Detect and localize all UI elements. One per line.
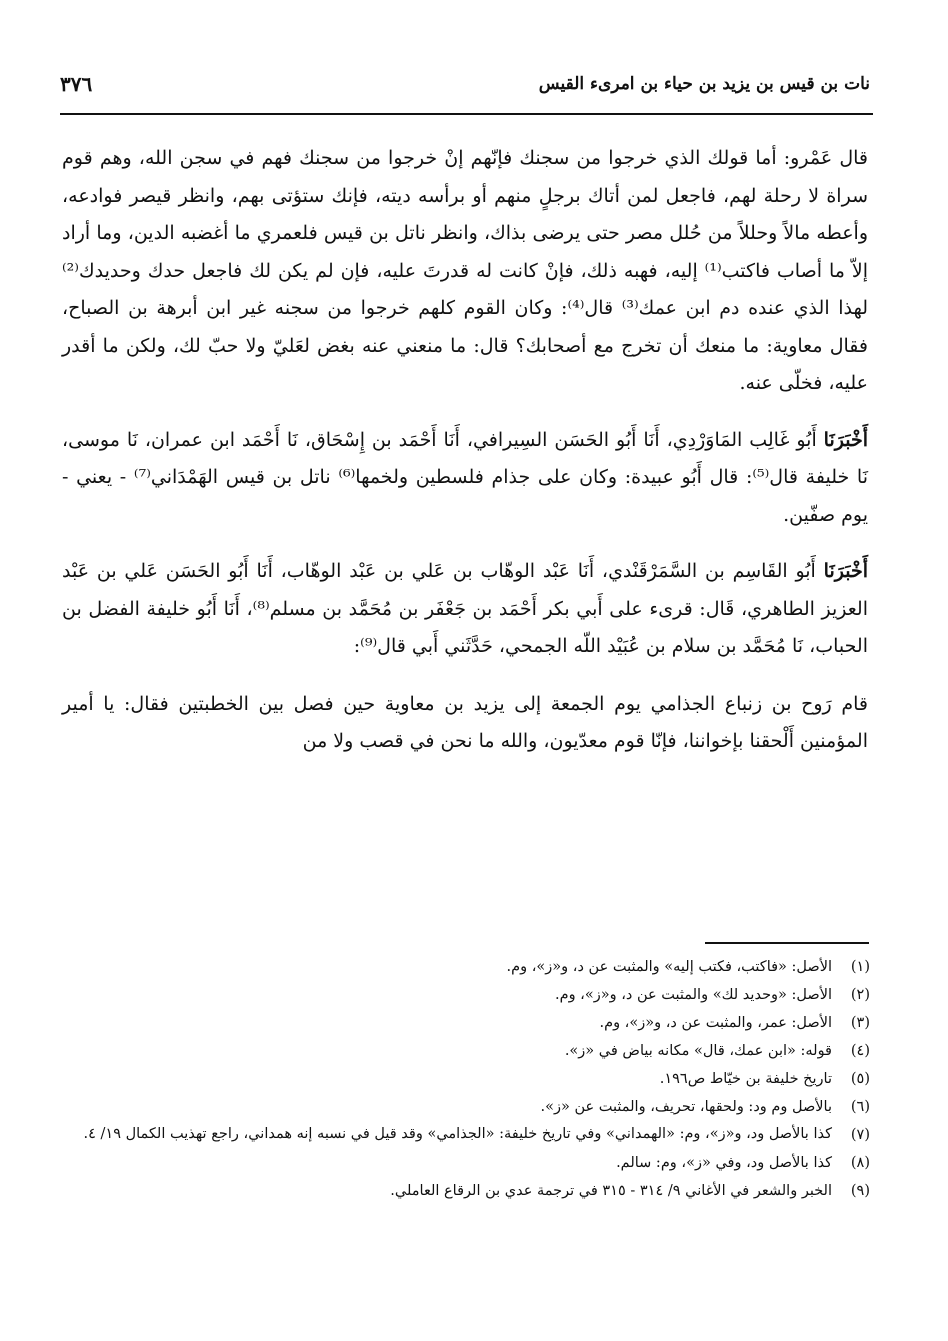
- page-header: [60, 70, 870, 106]
- footnote-number: (٥): [850, 1071, 870, 1087]
- footnote-number: (٨): [850, 1155, 870, 1171]
- footnote-8: [68, 1149, 870, 1177]
- footnote-number: (٢): [850, 987, 870, 1003]
- footnote-number: (٩): [850, 1183, 870, 1199]
- paragraph-text: أَبُو القَاسِم بن السَّمَرْقَنْدي، أَنَا عَبْد الوهّاب بن عَلي بن عَبْد الوهّاب، أَنَا أَبُو الحَسَن عَلي بن عَبْد العزيز الطاهري، قَال: قرىء على أَبي بكر أَحْمَد بن جَعْفَر بن مُحَمَّد بن مسلم⁽⁸⁾، أَنَا أَبُو خليفة الفضل بن الحباب، نَا مُحَمَّد بن سلام بن عُبَيْد اللّه الجمحي، حَدَّثَني أَبي قال⁽⁹⁾:: [62, 560, 868, 657]
- footnote-text: بالأصل وم ود: ولحقها، تحريف، والمثبت عن «ز».: [540, 1099, 832, 1115]
- footnote-7: [68, 1121, 870, 1149]
- footnote-number: (٤): [850, 1043, 870, 1059]
- paragraph-text: قال عَمْرو: أما قولك الذي خرجوا من سجنك فإنّهم إنْ خرجوا من سجنك فهم في سجن الله، وهم قوم سراة لا رحلة لهم، فاجعل لمن أتاك برجلٍ منهم أو برأسه ديته، فإنك ستؤتى بهم، وانظر قيصر فوادعه، وأعطه مالاً وحللاً من حُلل مصر حتى يرضى بذاك، وانظر ناتل بن قيس فلعمري ما أغضبه الدين، وما أراد إلاّ ما أصاب فاكتب⁽¹⁾ إليه، فهبه ذلك، فإنْ كانت له قدرتَ عليه، فإن لم يكن لك فاجعل حدك وحديدك⁽²⁾ لهذا الذي عنده دم ابن عمك⁽³⁾ قال⁽⁴⁾: وكان القوم كلهم خرجوا من سجنه غير ابن أبرهة بن الصباح، فقال معاوية: ما منعك أن تخرج مع أصحابك؟ قال: ما منعني عنه بغض لعَليّ ولا حبّ لك، ولكن ما أقدر عليه، فخلّى عنه.: [62, 147, 869, 394]
- footnote-3: [68, 1009, 870, 1037]
- footnote-text: كذا بالأصل ود، و«ز»، وم: «الهمداني» وفي تاريخ خليفة: «الجذامي» وقد قيل في نسبه إنه همداني، راجع تهذيب الكمال ١٩/ ٤.: [83, 1126, 832, 1142]
- footnote-text: الأصل: «فاكتب، فكتب إليه» والمثبت عن د، و«ز»، وم.: [506, 959, 832, 975]
- footnotes: [68, 953, 870, 1205]
- paragraph-lead: أَخْبَرَنَا: [823, 428, 868, 451]
- footnote-text: قوله: «ابن عمك، قال» مكانه بياض في «ز».: [564, 1043, 832, 1059]
- footnote-text: تاريخ خليفة بن خيّاط ص١٩٦.: [659, 1071, 832, 1087]
- footnote-4: [68, 1037, 870, 1065]
- footnote-text: كذا بالأصل ود، وفي «ز»، وم: سالم.: [616, 1155, 832, 1171]
- header-rule: [60, 113, 873, 115]
- footnote-text: الأصل: عمر، والمثبت عن د، و«ز»، وم.: [599, 1015, 832, 1031]
- footnote-text: الأصل: «وحديد لك» والمثبت عن د، و«ز»، وم.: [554, 987, 832, 1003]
- footnote-6: [68, 1093, 870, 1121]
- paragraph-1: [62, 140, 868, 403]
- footnote-5: [68, 1065, 870, 1093]
- footnote-number: (١): [850, 959, 870, 975]
- running-title: نات بن قيس بن يزيد بن حياء بن امرىء القيس: [538, 74, 870, 94]
- footnote-number: (٧): [850, 1127, 870, 1143]
- footnote-rule: [705, 942, 869, 944]
- page-number: ٣٧٦: [60, 72, 93, 96]
- paragraph-2: [62, 422, 868, 535]
- paragraph-3: [62, 553, 868, 666]
- main-text: [62, 140, 868, 761]
- paragraph-lead: أَخْبَرَنَا: [823, 560, 868, 582]
- footnote-number: (٦): [850, 1099, 870, 1115]
- paragraph-text: قام رَوح بن زنباع الجذامي يوم الجمعة إلى يزيد بن معاوية حين فصل بين الخطبتين فقال: يا أمير المؤمنين أَلْحقنا بإخواننا، فإنّا قوم معدّيون، والله ما نحن في قصب ولا من: [62, 692, 868, 752]
- paragraph-4: [62, 686, 868, 761]
- footnote-2: [68, 981, 870, 1009]
- paragraph-text: أَبُو غَالِب المَاوَرْدِي، أَنَا أَبُو الحَسَن السِيرافي، أَنَا أَحْمَد بن إِسْحَاق، نَا أَحْمَد ابن عمران، نَا موسى، نَا خليفة قال⁽⁵⁾: قال أَبُو عبيدة: وكان على جذام فلسطين ولخمها⁽⁶⁾ ناتل بن قيس الهَمْدَاني⁽⁷⁾ - يعني - يوم صفّين.: [62, 428, 868, 526]
- footnote-text: الخبر والشعر في الأغاني ٩/ ٣١٤ - ٣١٥ في ترجمة عدي بن الرقاع العاملي.: [390, 1183, 832, 1199]
- footnote-1: [68, 953, 870, 981]
- footnote-number: (٣): [850, 1015, 870, 1031]
- footnote-9: [68, 1177, 870, 1205]
